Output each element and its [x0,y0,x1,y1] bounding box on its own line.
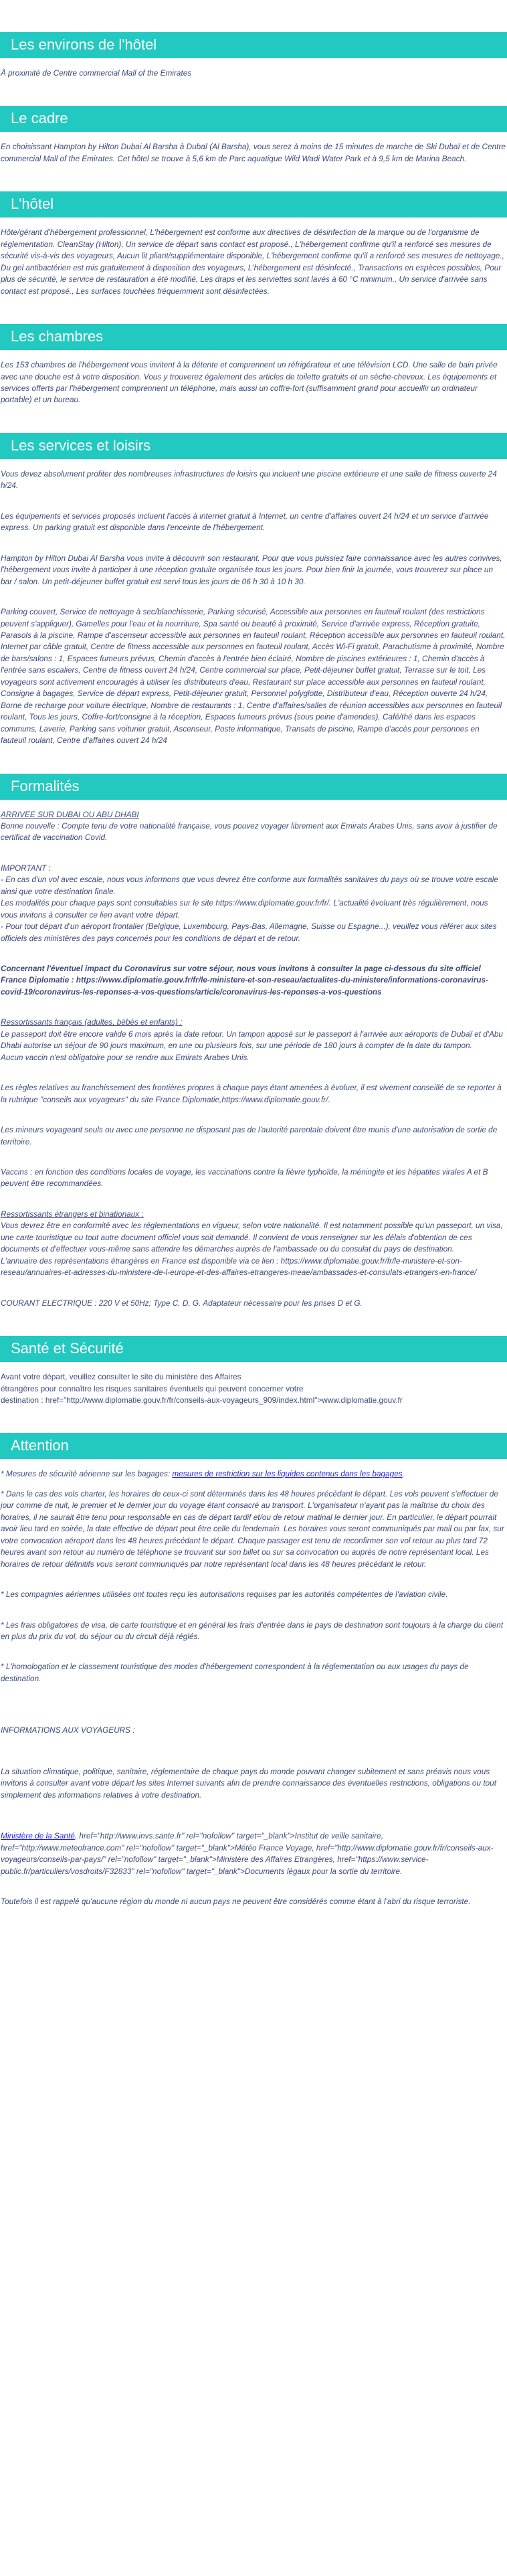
section-sante [0,1371,507,1406]
mineurs-text: Les mineurs voyageant seuls ou avec une personne ne disposant pas de l'autorité parentale doivent être munis d'une autorisation de sortie de territoire. [1,1125,498,1146]
liquides-restriction-link[interactable]: mesures de restriction sur les liquides contenus dans les bagages [172,1469,403,1479]
section-title-cadre: Le cadre [0,106,507,132]
hotel-text: Hôte/gérant d'hébergement professionnel, L'hébergement est conforme aux directives de désinfection de la marque ou de l'organisme de réglementation. CleanStay (Hilton), Un service de départ sans contact est proposé., L'hébergement confirme qu'il a renforcé ses mesures de sécurité vis-à-vis des voyageurs, Aucun lit pliant/supplémentaire disponible, L'hébergement confirme qu'il a renforcé ses mesures de nettoyage., Du gel antibactérien est mis gratuitement à disposition des voyageurs, L'hébergement est désinfecté., Transactions en espèces possibles, Pour plus de sécurité, le service de restauration a été modifié, Les draps et les serviettes sont lavés à 60 °C minimum., Un service d'arrivée sans contact est proposé., Les surfaces touchées fréquemment sont désinfectées. [1,228,504,296]
section-title-attention: Attention [0,1433,507,1459]
important-label: IMPORTANT : [1,863,51,873]
section-title-environs: Les environs de l'hôtel [0,32,507,58]
sante-line: étrangères pour connaître les risques sanitaires éventuels qui peuvent concerner votre [1,1383,304,1393]
sante-line: destination : href="http://www.diplomatie.gouv.fr/fr/conseils-aux-voyageurs_909/index.html">www.diplomatie.gouv.fr [1,1395,403,1405]
important-line: - En cas d'un vol avec escale, nous vous informons que vous devrez être conforme aux formalités sanitaires du pays où se trouve votre escale ainsi que votre destination finale. [1,875,498,896]
attention-compagnies: * Les compagnies aériennes utilisées ont toutes reçu les autorisations requises par les autorités compétentes de l'aviation civile. [1,1590,448,1600]
attention-charter: * Dans le cas des vols charter, les horaires de ceux-ci sont déterminés dans les 48 heures précédant le départ. Les vols peuvent s'effectuer de jour comme de nuit, le premier et le dernier jour du voyage étant consacré au transport. L'organisateur n'ayant pas la maîtrise du choix des horaires, il ne saurait être tenu pour responsable en cas de départ tardif et/ou de retour matinal le dernier jour. En particulier, le départ pourrait avoir lieu tard en soirée, la date effective de départ peut être celle du lendemain. Les horaires vous seront communiqués par mail ou par fax, sur votre convocation aéroport dans les 48 heures précédant le départ. Chaque passager est tenu de reconfirmer son vol retour au plus tard 72 heures avant son retour au numéro de téléphone se trouvant sur son billet ou sur sa convocation ou auprès de notre représentant local. Les horaires de retour définitifs vous seront communiqués par notre représentant local dans les 48 heures précédant le retour. [1,1488,504,1569]
attention-bagages-text: * Mesures de sécurité aérienne sur les bagages: [1,1469,173,1479]
informations-title: INFORMATIONS AUX VOYAGEURS : [1,1725,135,1735]
coronavirus-notice: Concernant l'éventuel impact du Coronavirus sur votre séjour, nous vous invitons à consulter la page ci-dessous du site officiel France Diplomatie : https://www.diplomatie.gouv.fr/fr/le-ministere-et-son-reseau/actualites-du-ministere/informations-coronavirus-covid-19/coronavirus-les-reponses-a-vos-questions/article/coronavirus-les-reponses-a-vos-questions [1,964,489,997]
services-paragraph: Hampton by Hilton Dubai Al Barsha vous invite à découvrir son restaurant. Pour que vous puissiez faire connaissance avec les autres convives, l'hébergement vous invite à participer à une réception gratuite organisée tous les jours. Pour bien finir la journée, vous trouverez sur place un bar / salon. Un petit-déjeuner buffet gratuit est servi tous les jours de 06 h 30 à 10 h 30. [1,553,502,586]
section-cadre [0,141,507,165]
section-title-services: Les services et loisirs [0,433,507,459]
courant-text: COURANT ELECTRIQUE : 220 V et 50Hz; Type C, D, G. Adaptateur nécessaire pour les prises D et G. [1,1298,363,1308]
attention-bagages-end: . [402,1469,405,1479]
formalites-heading: ARRIVEE SUR DUBAI OU ABU DHABI [1,809,139,819]
section-title-chambres: Les chambres [0,324,507,350]
ressortissants-line: Aucun vaccin n'est obligatoire pour se rendre aux Emirats Arabes Unis. [1,1052,249,1062]
ressortissants-line: Le passeport doit être encore valide 6 mois après la date retour. Un tampon apposé sur le passeport à l'arrivée aux aéroports de Dubaï et d'Abu Dhabi autorise un séjour de 90 jours maximum, en une ou plusieurs fois, sur une période de 180 jours à compter de la date du tampon. [1,1029,503,1051]
sante-line: Avant votre départ, veuillez consulter le site du ministère des Affaires [1,1372,241,1382]
section-title-sante: Santé et Sécurité [0,1336,507,1362]
environs-text: À proximité de Centre commercial Mall of the Emirates [1,68,192,78]
vaccins-text: Vaccins : en fonction des conditions locales de voyage, les vaccinations contre la fièvre typhoïde, la méningite et les hépatites virales A et B peuvent être recommandées. [1,1167,488,1189]
binationaux-line: L'annuaire des représentations étrangères en France est disponible via ce lien : https://www.diplomatie.gouv.fr/fr/le-ministere-et-son-reseau/annuaires-et-adresses-du-ministere-de-l-europe-et-des-affaires-etrangeres-meae/ambassades-et-consulats-etrangers-en-france/ [1,1256,477,1278]
section-attention [0,1468,507,1907]
attention-bagages [1,1468,506,1480]
situation-text: La situation climatique, politique, sanitaire, réglementaire de chaque pays du monde pouvant changer subitement et sans préavis nous vous invitons à consulter avant votre départ les sites Internet suivants afin de prendre connaissance des éventuelles restrictions, obligations ou tout simplement des informations relatives à votre destination. [1,1766,497,1800]
section-environs [0,68,507,79]
important-line: Les modalités pour chaque pays sont consultables sur le site https://www.diplomatie.gouv.fr/fr/. L'actualité évoluant très régulièrement, nous vous invitons à consulter ce lien avant votre départ. [1,898,488,920]
useful-links-text: , href="http://www.invs.sante.fr" rel="nofollow" target="_blank">Institut de veille sanitaire, href="http://www.meteofrance.com" rel="nofollow" target="_blank">Météo France Voyage, href="http://www.diplomatie.gouv.fr/fr/conseils-aux-voyageurs/conseils-par-pays/" rel="nofollow" target="_blank">Ministère des Affaires Etrangères, href="https://www.service-public.fr/particuliers/vosdroits/F32833" rel="nofollow" target="_blank">Documents légaux pour la sortie du territoire. [1,1831,494,1876]
terrorisme-notice: Toutefois il est rappelé qu'aucune région du monde ni aucun pays ne peuvent être considérés comme étant à l'abri du risque terroriste. [1,1896,471,1906]
services-paragraph: Vous devez absolument profiter des nombreuses infrastructures de loisirs qui incluent une piscine extérieure et une salle de fitness ouverte 24 h/24. [1,468,497,491]
ministere-sante-link[interactable]: Ministère de la Santé [1,1831,75,1841]
section-services [0,468,507,747]
attention-frais: * Les frais obligatoires de visa, de carte touristique et en général les frais d'entrée dans le pays de destination sont toujours à la charge du client en plus du prix du vol, du séjour ou du circuit déjà réglés. [1,1620,504,1641]
services-paragraph: Parking couvert, Service de nettoyage à sec/blanchisserie, Parking sécurisé, Accessible aux personnes en fauteuil roulant (des restrictions peuvent s'appliquer), Gamelles pour l'eau et la nourriture, Spa santé ou beauté à proximité, Service d'arrivée express, Réception gratuite, Parasols à la piscine, Rampe d'ascenseur accessible aux personnes en fauteuil roulant, Réception accessible aux personnes en fauteuil roulant, Internet par câble gratuit, Centre de fitness accessible aux personnes en fauteuil roulant, Accès Wi-Fi gratuit, Parachutisme à proximité, Nombre de bars/salons : 1, Espaces fumeurs prévus, Chemin d'accès à l'entrée bien éclairé, Nombre de piscines extérieures : 1, Chemin d'accès à l'entrée sans escaliers, Centre de fitness ouvert 24 h/24, Centre commercial sur place, Petit-déjeuner buffet gratuit, Terrasse sur le toit, Les voyageurs sont activement encouragés à utiliser les distributeurs d'eau, Restaurant sur place accessible aux personnes en fauteuil roulant, Consigne à bagages, Service de départ express, Petit-déjeuner gratuit, Personnel polyglotte, Distributeur d'eau, Réception ouverte 24 h/24, Borne de recharge pour voiture électrique, Nombre de restaurants : 1, Centre d'affaires/salles de réunion accessibles aux personnes en fauteuil roulant, Tous les jours, Coffre-fort/consigne à la réception, Espaces fumeurs prévus (sous peine d'amendes), Café/thé dans les espaces communs, Laverie, Parking sans voiturier gratuit, Ascenseur, Poste informatique, Transats de piscine, Rampe d'accès pour personnes en fauteuil roulant, Centre d'affaires ouvert 24 h/24 [1,607,506,746]
chambres-text: Les 153 chambres de l'hébergement vous invitent à la détente et comprennent un réfrigérateur et une télévision LCD. Une salle de bain privée avec une douche est à votre disposition. Vous y trouverez également des articles de toilette gratuits et un sèche-cheveux. Les équipements et services offerts par l'hébergement comprennent un téléphone, mais aussi un coffre-fort (suffisamment grand pour accueillir un ordinateur portable) et un bureau. [1,360,498,405]
hotel-info-page [0,32,507,1922]
section-formalites [0,809,507,1310]
ressortissants-heading: Ressortissants français (adultes, bébés et enfants) : [1,1017,183,1027]
important-line: - Pour tout départ d'un aéroport frontalier (Belgique, Luxembourg, Pays-Bas, Allemagne, Suisse ou Espagne...), veuillez vous référer aux sites officiels des ministères des pays concernés pour les conditions de départ et de retour. [1,922,497,943]
services-paragraph: Les équipements et services proposés incluent l'accès à internet gratuit à Internet, un centre d'affaires ouvert 24 h/24 et un service d'arrivée express. Un parking gratuit est disponible dans l'enceinte de l'hébergement. [1,511,489,533]
section-chambres [0,359,507,406]
formalites-intro: Bonne nouvelle : Compte tenu de votre nationalité française, vous pouvez voyager librement aux Emirats Arabes Unis, sans avoir à justifier de certificat de vaccination Covid. [1,821,498,843]
frontieres-text: Les règles relatives au franchissement des frontières propres à chaque pays étant amenées à évoluer, il est vivement conseillé de se reporter à la rubrique "conseils aux voyageurs" du site France Diplomatie,https://www.diplomatie.gouv.fr/. [1,1083,502,1104]
binationaux-heading: Ressortissants étrangers et binationaux : [1,1209,144,1219]
useful-links [1,1830,506,1877]
section-hotel [0,227,507,297]
section-title-formalites: Formalités [0,774,507,800]
binationaux-line: Vous devrez être en conformité avec les réglementations en vigueur, selon votre nationalité. Il est notamment possible qu'un passeport, un visa, une carte touristique ou tout autre document officiel vous soit demandé. Il convient de vous renseigner sur les délais d'obtention de ces documents et d'effectuer vous-même sans attendre les démarches auprès de l'ambassade ou du consulat du pays de destination. [1,1221,503,1254]
section-title-hotel: L'hôtel [0,191,507,218]
attention-homologation: * L'homologation et le classement touristique des modes d'hébergement correspondent à la réglementation ou aux usages du pays de destination. [1,1662,469,1683]
cadre-text: En choisissant Hampton by Hilton Dubai Al Barsha à Dubaï (Al Barsha), vous serez à moins de 15 minutes de marche de Ski Dubaï et de Centre commercial Mall of the Emirates. Cet hôtel se trouve à 5,6 km de Parc aquatique Wild Wadi Water Park et à 9,5 km de Marina Beach. [1,142,506,163]
